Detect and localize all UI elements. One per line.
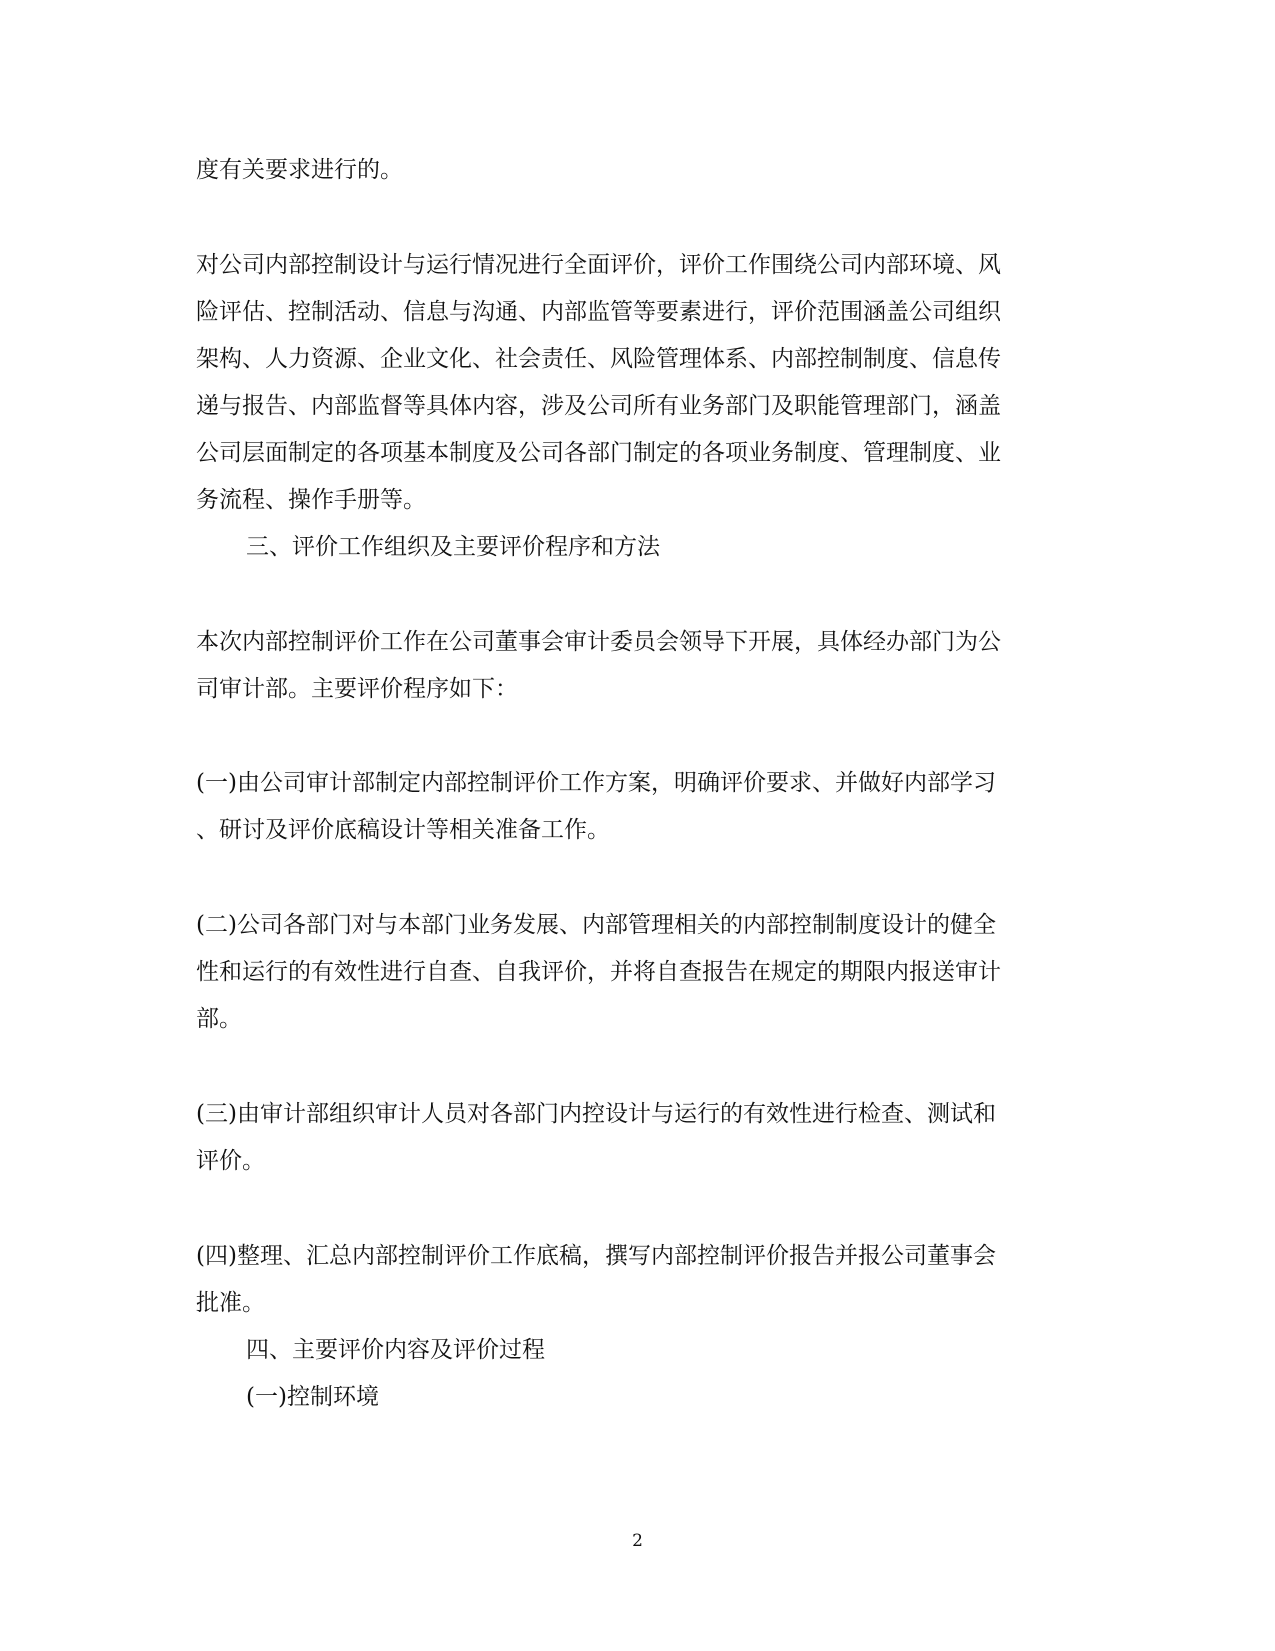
text-line: 务流程、操作手册等。: [196, 487, 426, 513]
text-line: 性和运行的有效性进行自查、自我评价，并将自查报告在规定的期限内报送审计: [196, 959, 1001, 985]
text-line: 部。: [196, 1006, 242, 1032]
text-line: (二)公司各部门对与本部门业务发展、内部管理相关的内部控制制度设计的健全: [196, 912, 996, 938]
text-line: 司审计部。主要评价程序如下：: [196, 676, 518, 702]
text-line: (三)由审计部组织审计人员对各部门内控设计与运行的有效性进行检查、测试和: [196, 1101, 996, 1127]
text-line: 险评估、控制活动、信息与沟通、内部监管等要素进行，评价范围涵盖公司组织: [196, 299, 1001, 325]
page-number: 2: [632, 1531, 643, 1551]
section-heading: 三、评价工作组织及主要评价程序和方法: [246, 534, 660, 560]
text-line: 公司层面制定的各项基本制度及公司各部门制定的各项业务制度、管理制度、业: [196, 440, 1001, 466]
text-line: (一)由公司审计部制定内部控制评价工作方案，明确评价要求、并做好内部学习: [196, 770, 996, 796]
text-line: 递与报告、内部监督等具体内容，涉及公司所有业务部门及职能管理部门，涵盖: [196, 393, 1001, 419]
text-line: 、研讨及评价底稿设计等相关准备工作。: [196, 817, 610, 843]
text-line: (四)整理、汇总内部控制评价工作底稿，撰写内部控制评价报告并报公司董事会: [196, 1243, 996, 1269]
section-heading: 四、主要评价内容及评价过程: [246, 1337, 545, 1363]
text-line: 对公司内部控制设计与运行情况进行全面评价，评价工作围绕公司内部环境、风: [196, 252, 1001, 278]
text-line: 度有关要求进行的。: [196, 157, 403, 183]
text-line: 评价。: [196, 1148, 265, 1174]
text-line: 架构、人力资源、企业文化、社会责任、风险管理体系、内部控制制度、信息传: [196, 346, 1001, 372]
subsection-heading: (一)控制环境: [246, 1384, 379, 1410]
text-line: 本次内部控制评价工作在公司董事会审计委员会领导下开展，具体经办部门为公: [196, 629, 1001, 655]
text-line: 批准。: [196, 1290, 265, 1316]
